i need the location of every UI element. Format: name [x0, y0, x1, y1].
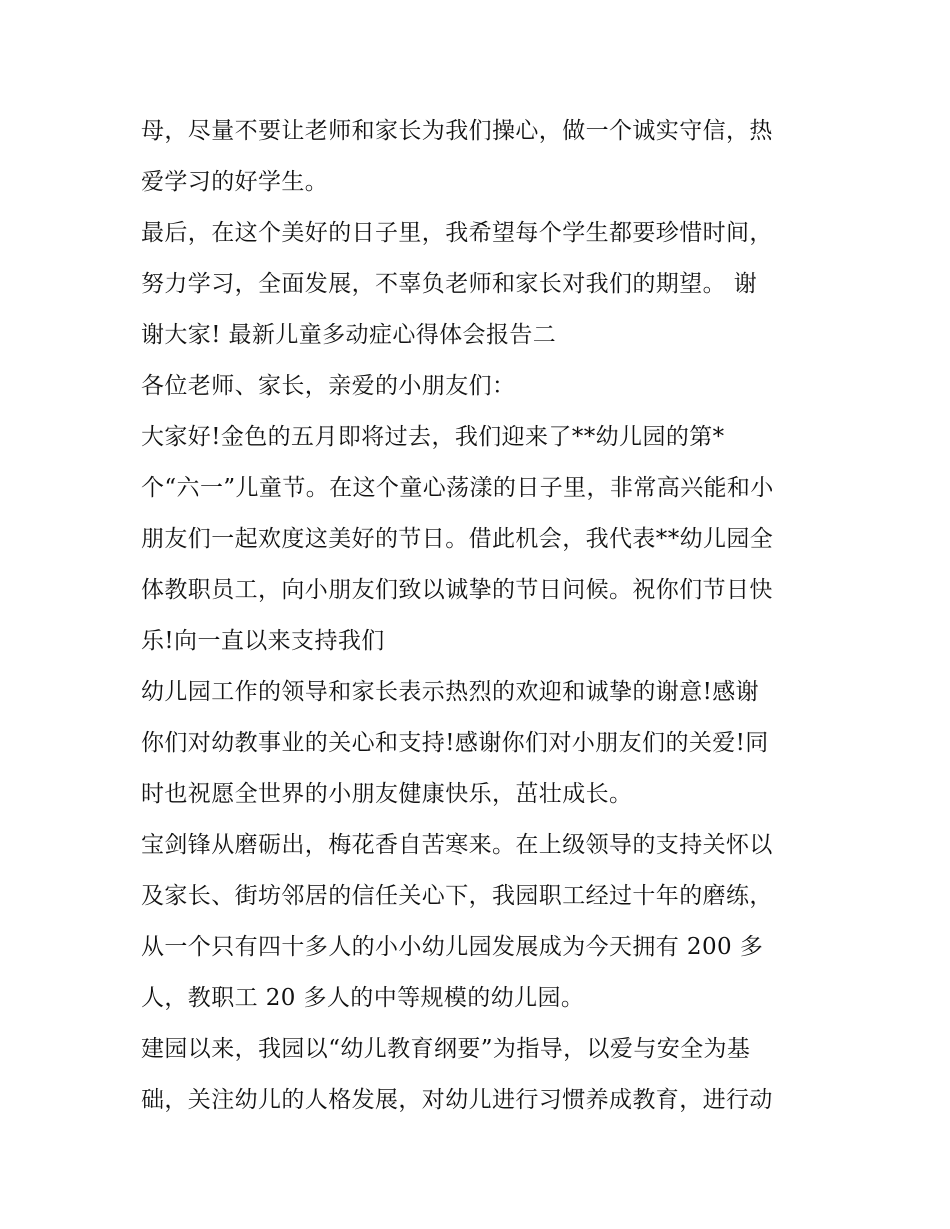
text-line: 朋友们一起欢度这美好的节日。借此机会，我代表**幼儿园全: [141, 526, 774, 552]
text-line: 体教职员工，向小朋友们致以诚挚的节日问候。祝你们节日快: [141, 577, 773, 603]
text-line: 你们对幼教事业的关心和支持!感谢你们对小朋友们的关爱!同: [141, 730, 769, 756]
text-line: 谢大家! 最新儿童多动症心得体会报告二: [141, 322, 557, 348]
text-line: 础，关注幼儿的人格发展，对幼儿进行习惯养成教育，进行动: [141, 1087, 773, 1113]
text-line: 幼儿园工作的领导和家长表示热烈的欢迎和诚挚的谢意!感谢: [141, 679, 760, 705]
text-line: 大家好!金色的五月即将过去，我们迎来了**幼儿园的第*: [141, 424, 725, 450]
text-line: 宝剑锋从磨砺出，梅花香自苦寒来。在上级领导的支持关怀以: [141, 832, 773, 858]
text-line: 各位老师、家长，亲爱的小朋友们：: [141, 373, 516, 399]
text-line: 爱学习的好学生。: [141, 169, 329, 195]
body-text: [141, 106, 821, 1126]
text-line: 时也祝愿全世界的小朋友健康快乐，茁壮成长。: [141, 781, 633, 807]
text-line: 及家长、街坊邻居的信任关心下，我园职工经过十年的磨练，: [141, 883, 773, 909]
text-line: 个“六一”儿童节。在这个童心荡漾的日子里，非常高兴能和小: [141, 475, 774, 501]
text-line: 努力学习，全面发展，不辜负老师和家长对我们的期望。 谢: [141, 271, 758, 297]
text-line: 建园以来，我园以“幼儿教育纲要”为指导，以爱与安全为基: [141, 1036, 751, 1062]
text-line: 最后，在这个美好的日子里，我希望每个学生都要珍惜时间，: [141, 220, 773, 246]
text-line: 从一个只有四十多人的小小幼儿园发展成为今天拥有 200 多: [141, 934, 764, 960]
text-line: 人，教职工 20 多人的中等规模的幼儿园。: [141, 985, 585, 1011]
text-line: 乐!向一直以来支持我们: [141, 628, 385, 654]
text-line: 母，尽量不要让老师和家长为我们操心，做一个诚实守信，热: [141, 118, 773, 144]
